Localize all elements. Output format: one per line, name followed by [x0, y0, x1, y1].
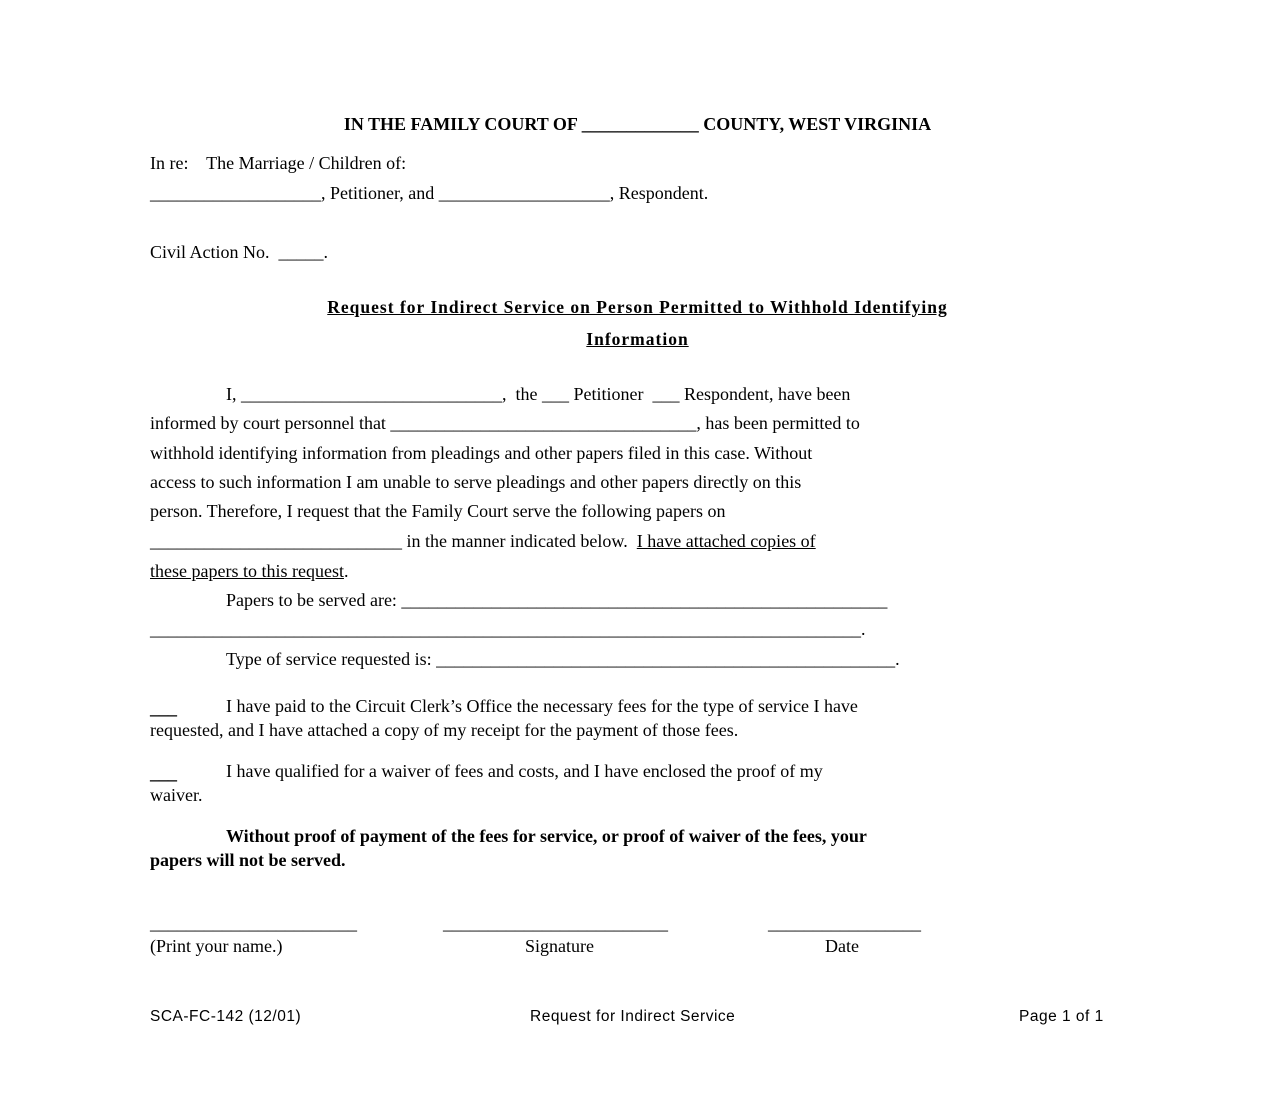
fees-paid-checkbox-blank: ___: [150, 698, 177, 718]
print-name-label: (Print your name.): [150, 936, 283, 956]
date-label: Date: [825, 936, 859, 956]
signature-line: _________________________: [443, 913, 668, 933]
date-line: _________________: [768, 913, 921, 933]
papers-to-be-served: Papers to be served are: ______________________________________________________: [226, 590, 888, 610]
type-of-service: Type of service requested is: ___________________________________________________.: [226, 649, 900, 669]
parties-line: ___________________, Petitioner, and ___________________, Respondent.: [150, 183, 709, 203]
fee-waiver-checkbox-blank: ___: [150, 763, 177, 783]
attached-copies-note: I have attached copies of: [636, 531, 816, 551]
request-paragraph-line: withhold identifying information from pleadings and other papers filed in this case. Without: [150, 443, 813, 463]
print-name-line: _______________________: [150, 913, 357, 933]
form-title-line-1: Request for Indirect Service on Person Permitted to Withhold Identifying: [327, 297, 948, 317]
request-paragraph-line: person. Therefore, I request that the Family Court serve the following papers on: [150, 501, 726, 521]
footer-form-name: Request for Indirect Service: [530, 1008, 736, 1025]
form-title-line-2: Information: [586, 329, 689, 349]
request-paragraph-line: informed by court personnel that __________________________________, has been permitted to: [150, 413, 860, 433]
fees-paid-option: I have paid to the Circuit Clerk’s Office the necessary fees for the type of service I have: [226, 696, 858, 716]
request-paragraph-line: access to such information I am unable to serve pleadings and other papers directly on this: [150, 472, 802, 492]
warning-notice-cont: papers will not be served.: [150, 850, 346, 870]
court-title: IN THE FAMILY COURT OF _____________ COUNTY, WEST VIRGINIA: [343, 114, 932, 134]
civil-action-number: Civil Action No. _____.: [150, 242, 329, 262]
footer-page-number: Page 1 of 1: [1019, 1008, 1104, 1025]
in-re-line: In re: The Marriage / Children of:: [150, 153, 407, 173]
warning-notice: Without proof of payment of the fees for service, or proof of waiver of the fees, your: [226, 826, 867, 846]
fee-waiver-option-cont: waiver.: [150, 785, 203, 805]
footer-form-id: SCA-FC-142 (12/01): [150, 1008, 302, 1025]
request-paragraph-line: [150, 560, 348, 582]
signature-label: Signature: [525, 936, 594, 956]
recipient-blank-text: ____________________________ in the manner indicated below.: [150, 531, 637, 551]
request-paragraph-line: [150, 530, 816, 552]
fee-waiver-option: I have qualified for a waiver of fees and costs, and I have enclosed the proof of my: [226, 761, 823, 781]
request-paragraph-line: I, _____________________________, the ___ Petitioner ___ Respondent, have been: [226, 384, 851, 404]
attached-copies-note-cont: these papers to this request: [150, 561, 344, 581]
papers-to-be-served-continued: _______________________________________________________________________________.: [150, 619, 866, 639]
period: .: [343, 561, 349, 581]
fees-paid-option-cont: requested, and I have attached a copy of my receipt for the payment of those fees.: [150, 720, 739, 740]
